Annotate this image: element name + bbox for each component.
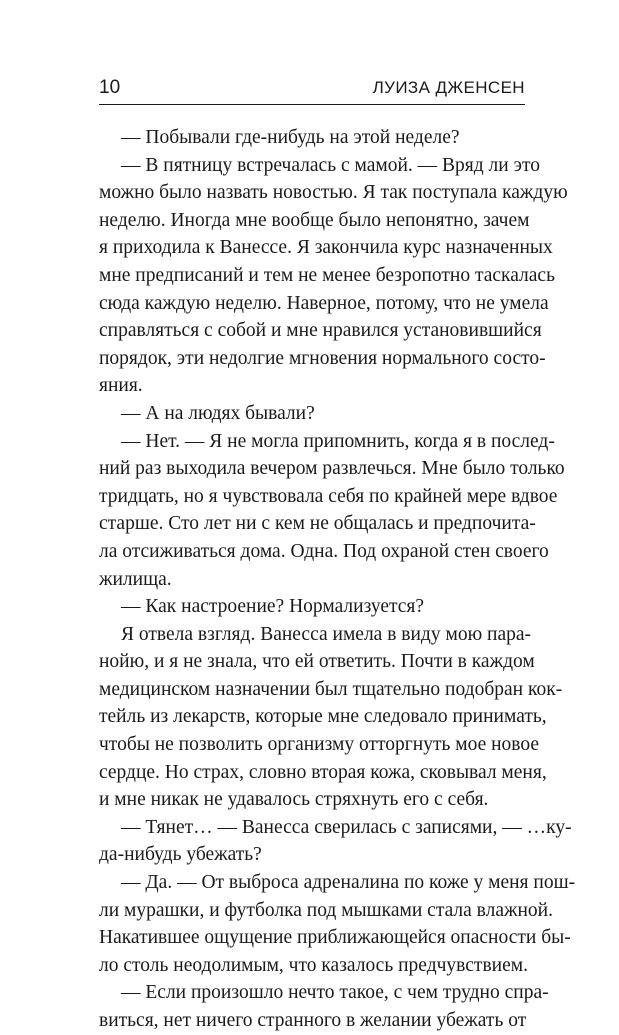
text-line: нойю, и я не знала, что ей ответить. Почти в каждом bbox=[99, 651, 535, 673]
text-line: виться, нет ничего странного в желании убежать от bbox=[99, 1010, 527, 1031]
running-head-author: ЛУИЗА ДЖЕНСЕН bbox=[372, 78, 525, 97]
text-line: тейль из лекарств, которые мне следовало принимать, bbox=[99, 706, 547, 728]
text-line: можно было назвать новостью. Я так поступала каждую bbox=[99, 182, 568, 204]
text-line: — Тянет… — Ванесса сверилась с записями, — …ку- bbox=[121, 816, 572, 838]
text-line: да-нибудь убежать? bbox=[99, 844, 262, 866]
text-line: порядок, эти недолгие мгновения нормального состо- bbox=[99, 347, 546, 369]
text-line: — В пятницу встречалась с мамой. — Вряд ли это bbox=[121, 154, 540, 176]
text-line: мне предписаний и тем не менее безропотно таскалась bbox=[99, 264, 555, 286]
text-line: ла отсиживаться дома. Одна. Под охраной стен своего bbox=[99, 540, 549, 562]
text-line: — Если произошло нечто такое, с чем трудно спра- bbox=[121, 982, 549, 1004]
text-line: старше. Сто лет ни с кем не общалась и предпочита- bbox=[99, 513, 536, 535]
text-line: Накатившее ощущение приближающейся опасности бы- bbox=[99, 927, 571, 949]
text-line: ли мурашки, и футболка под мышками стала влажной. bbox=[99, 899, 553, 921]
text-line: ло столь неодолимым, что казалось предчувствием. bbox=[99, 954, 528, 976]
text-line: — Нет. — Я не могла припомнить, когда я в послед- bbox=[121, 430, 555, 452]
text-line: — Побывали где-нибудь на этой неделе? bbox=[121, 127, 460, 148]
page-number: 10 bbox=[99, 77, 121, 98]
text-line: неделю. Иногда мне вообще было непонятно, зачем bbox=[99, 209, 530, 231]
text-line: яния. bbox=[99, 375, 143, 397]
text-line: Я отвела взгляд. Ванесса имела в виду мою пара- bbox=[121, 623, 531, 645]
text-line: жилища. bbox=[99, 568, 172, 590]
text-line: — Да. — От выброса адреналина по коже у меня пош- bbox=[121, 872, 576, 894]
text-line: чтобы не позволить организму отторгнуть мое новое bbox=[99, 734, 540, 756]
text-line: медицинском назначении был тщательно подобран кок- bbox=[99, 678, 563, 700]
text-line: — Как настроение? Нормализуется? bbox=[121, 596, 425, 618]
text-line: сюда каждую неделю. Наверное, потому, что не умела bbox=[99, 292, 549, 314]
text-line: я приходила к Ванессе. Я закончила курс назначенных bbox=[99, 237, 553, 259]
text-line: — А на людях бывали? bbox=[121, 402, 315, 424]
text-line: и мне никак не удавалось стряхнуть его с себя. bbox=[99, 789, 489, 811]
text-line: тридцать, но я чувствовала себя по крайней мере вдвое bbox=[99, 485, 558, 507]
running-head bbox=[99, 76, 525, 100]
header-rule bbox=[99, 104, 525, 105]
text-line: справляться с собой и мне нравился установившийся bbox=[99, 320, 542, 342]
text-line: сердце. Но страх, словно вторая кожа, сковывал меня, bbox=[99, 761, 547, 783]
text-line: ний раз выходила вечером развлечься. Мне было только bbox=[99, 458, 565, 480]
body-text bbox=[99, 124, 576, 1035]
